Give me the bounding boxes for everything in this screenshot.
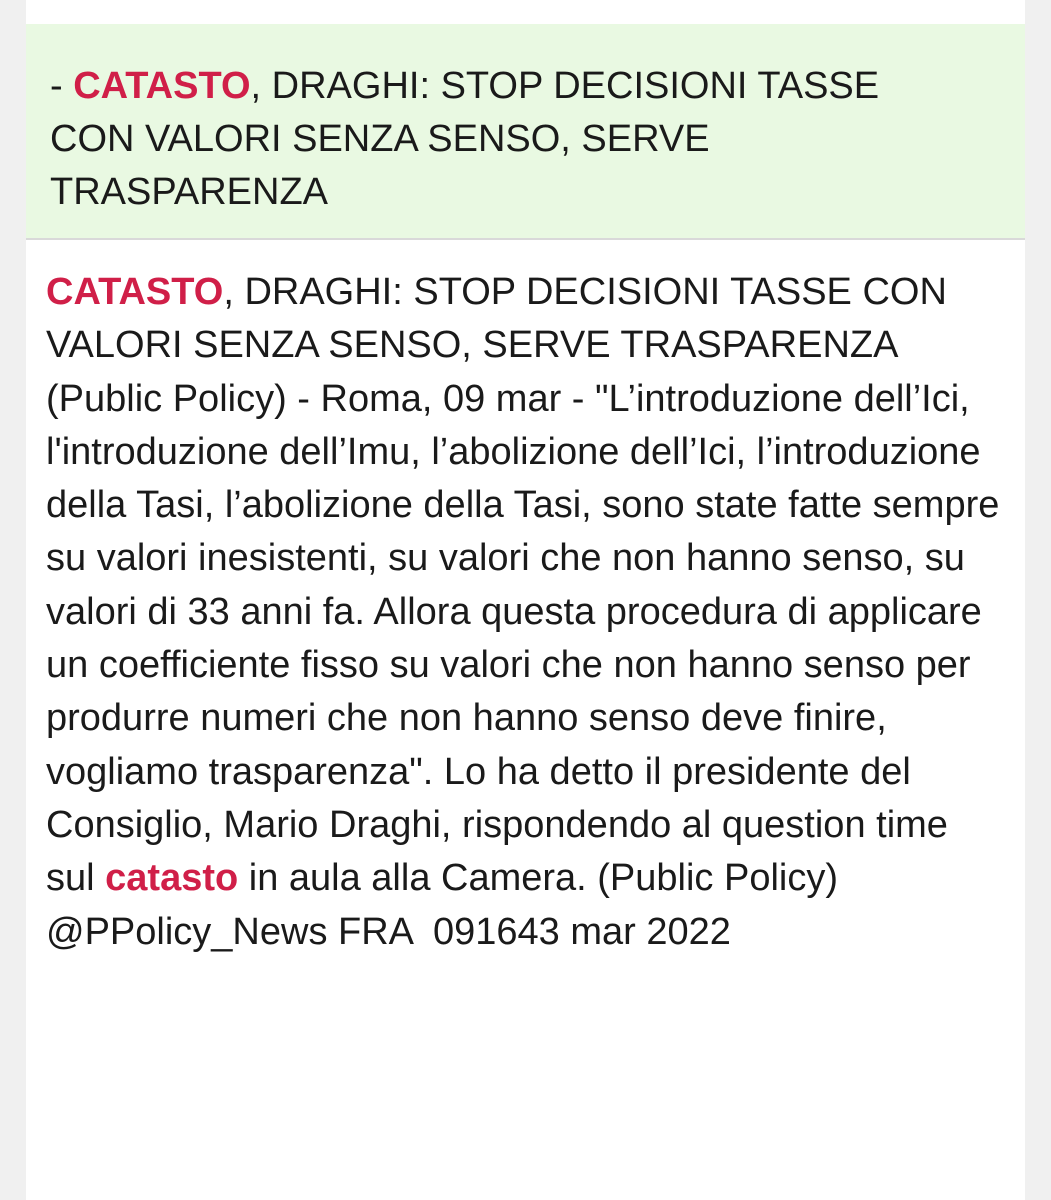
news-card [26, 0, 1025, 1200]
article-keyword: CATASTO [46, 271, 224, 313]
headline-text: , DRAGHI: STOP DECISIONI TASSE CON VALORI SENZA SENSO, SERVE TRASPARENZA [50, 65, 880, 213]
article-text: , DRAGHI: STOP DECISIONI TASSE CON VALORI SENZA SENSO, SERVE TRASPARENZA (Public Policy) - Roma, 09 mar - "L’introduzione dell’Ici, l'introduzione dell’Imu, l’abolizione dell’Ici, l’introduzione della Tasi, l’abolizione della Tasi, sono state fatte sempre su valori inesistenti, su valori che non hanno senso, su valori di 33 anni fa. Allora questa procedura di applicare un coefficiente fisso su valori che non hanno senso per produrre numeri che non hanno senso deve finire, vogliamo trasparenza". Lo ha detto il presidente del Consiglio, Mario Draghi, rispondendo al question time sul [46, 271, 1000, 900]
article-inline-keyword: catasto [105, 857, 239, 900]
article-text-end: in aula alla Camera. (Public Policy) [238, 857, 839, 900]
headline-keyword: CATASTO [73, 65, 251, 107]
article-signature: @PPolicy_News FRA 091643 mar 2022 [46, 910, 731, 953]
news-header[interactable] [26, 24, 1025, 240]
article-body [46, 266, 1001, 959]
headline [50, 60, 940, 219]
headline-prefix: - [50, 65, 74, 107]
